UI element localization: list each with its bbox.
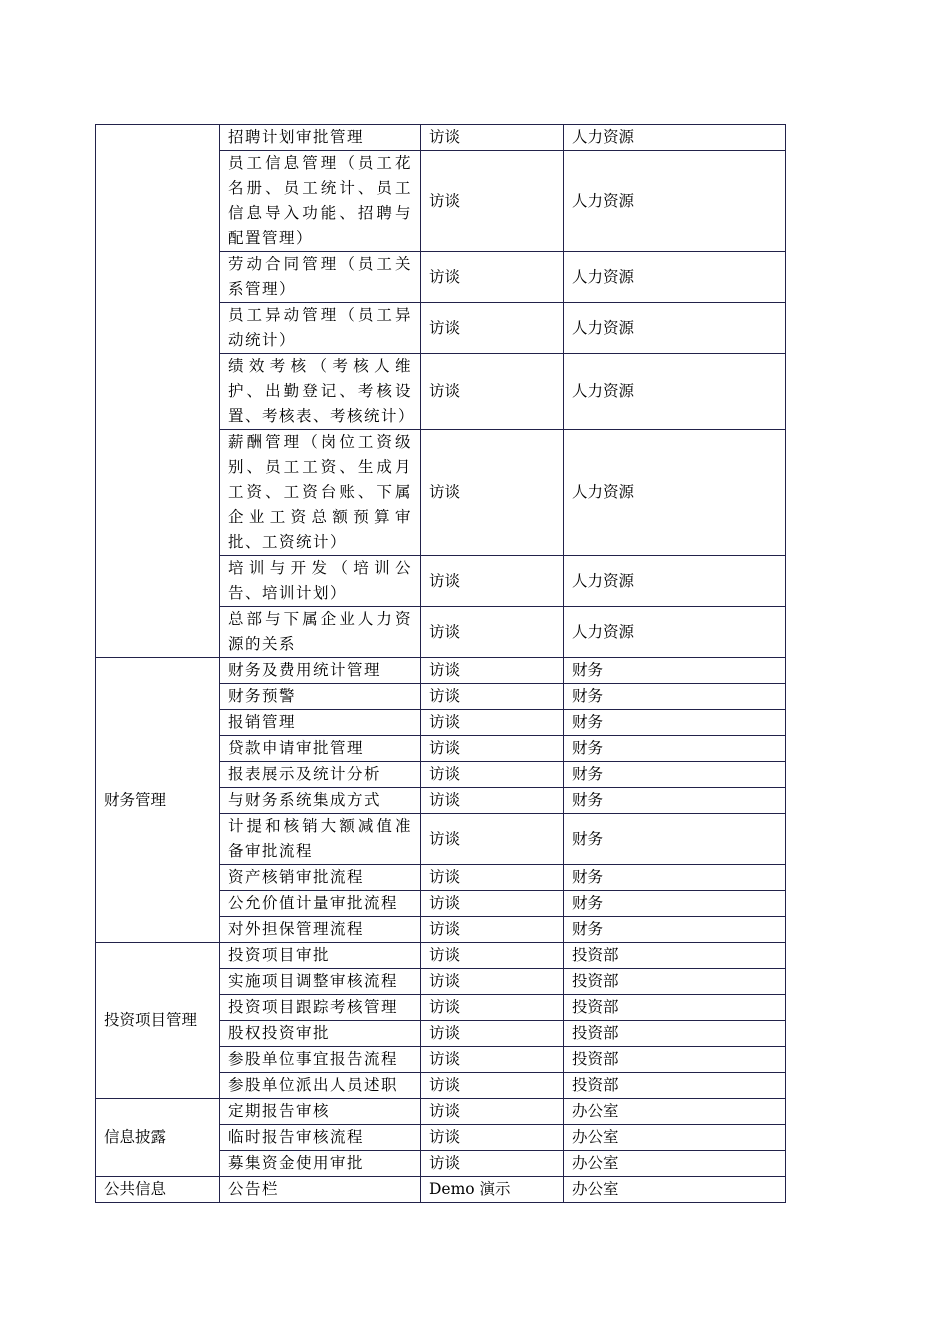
item-cell: 总部与下属企业人力资源的关系 [220, 607, 421, 658]
item-cell: 贷款申请审批管理 [220, 736, 421, 762]
method-cell: 访谈 [421, 556, 564, 607]
method-cell: 访谈 [421, 762, 564, 788]
method-cell: Demo 演示 [421, 1177, 564, 1203]
item-cell: 投资项目跟踪考核管理 [220, 995, 421, 1021]
department-cell: 人力资源 [564, 151, 786, 252]
item-cell: 股权投资审批 [220, 1021, 421, 1047]
item-cell: 薪酬管理（岗位工资级别、员工工资、生成月工资、工资台账、下属企业工资总额预算审批、工资统计） [220, 430, 421, 556]
item-cell: 劳动合同管理（员工关系管理） [220, 252, 421, 303]
item-cell: 培训与开发（培训公告、培训计划） [220, 556, 421, 607]
item-cell: 公允价值计量审批流程 [220, 891, 421, 917]
method-cell: 访谈 [421, 607, 564, 658]
item-cell: 财务及费用统计管理 [220, 658, 421, 684]
category-cell: 投资项目管理 [96, 943, 220, 1099]
method-cell: 访谈 [421, 943, 564, 969]
department-cell: 财务 [564, 710, 786, 736]
department-cell: 财务 [564, 891, 786, 917]
category-cell [96, 125, 220, 658]
method-cell: 访谈 [421, 969, 564, 995]
table-row [96, 658, 786, 684]
department-cell: 财务 [564, 814, 786, 865]
item-cell: 资产核销审批流程 [220, 865, 421, 891]
item-cell: 参股单位事宜报告流程 [220, 1047, 421, 1073]
item-cell: 招聘计划审批管理 [220, 125, 421, 151]
table-body [96, 125, 786, 1203]
department-cell: 财务 [564, 684, 786, 710]
department-cell: 投资部 [564, 969, 786, 995]
table-row [96, 943, 786, 969]
item-cell: 报表展示及统计分析 [220, 762, 421, 788]
category-cell: 财务管理 [96, 658, 220, 943]
method-cell: 访谈 [421, 1151, 564, 1177]
method-cell: 访谈 [421, 354, 564, 430]
department-cell: 财务 [564, 865, 786, 891]
method-cell: 访谈 [421, 684, 564, 710]
method-cell: 访谈 [421, 658, 564, 684]
table-row [96, 1099, 786, 1125]
item-cell: 实施项目调整审核流程 [220, 969, 421, 995]
method-cell: 访谈 [421, 430, 564, 556]
department-cell: 投资部 [564, 1073, 786, 1099]
department-cell: 办公室 [564, 1177, 786, 1203]
method-cell: 访谈 [421, 1073, 564, 1099]
department-cell: 财务 [564, 658, 786, 684]
department-cell: 投资部 [564, 1047, 786, 1073]
method-cell: 访谈 [421, 995, 564, 1021]
item-cell: 报销管理 [220, 710, 421, 736]
department-cell: 办公室 [564, 1125, 786, 1151]
item-cell: 参股单位派出人员述职 [220, 1073, 421, 1099]
method-cell: 访谈 [421, 788, 564, 814]
method-cell: 访谈 [421, 125, 564, 151]
item-cell: 员工异动管理（员工异动统计） [220, 303, 421, 354]
method-cell: 访谈 [421, 736, 564, 762]
method-cell: 访谈 [421, 710, 564, 736]
item-cell: 绩效考核（考核人维护、出勤登记、考核设置、考核表、考核统计） [220, 354, 421, 430]
item-cell: 定期报告审核 [220, 1099, 421, 1125]
method-cell: 访谈 [421, 252, 564, 303]
item-cell: 计提和核销大额减值准备审批流程 [220, 814, 421, 865]
department-cell: 投资部 [564, 995, 786, 1021]
department-cell: 人力资源 [564, 125, 786, 151]
department-cell: 办公室 [564, 1099, 786, 1125]
table-row [96, 1177, 786, 1203]
department-cell: 人力资源 [564, 303, 786, 354]
method-cell: 访谈 [421, 917, 564, 943]
department-cell: 财务 [564, 762, 786, 788]
department-cell: 人力资源 [564, 556, 786, 607]
method-cell: 访谈 [421, 1021, 564, 1047]
method-cell: 访谈 [421, 151, 564, 252]
department-cell: 人力资源 [564, 430, 786, 556]
category-cell: 信息披露 [96, 1099, 220, 1177]
department-cell: 财务 [564, 917, 786, 943]
item-cell: 与财务系统集成方式 [220, 788, 421, 814]
method-cell: 访谈 [421, 1125, 564, 1151]
department-cell: 人力资源 [564, 354, 786, 430]
department-cell: 办公室 [564, 1151, 786, 1177]
item-cell: 临时报告审核流程 [220, 1125, 421, 1151]
item-cell: 对外担保管理流程 [220, 917, 421, 943]
item-cell: 员工信息管理（员工花名册、员工统计、员工信息导入功能、招聘与配置管理） [220, 151, 421, 252]
method-cell: 访谈 [421, 814, 564, 865]
department-cell: 财务 [564, 788, 786, 814]
table-row [96, 125, 786, 151]
method-cell: 访谈 [421, 1099, 564, 1125]
requirements-table [95, 124, 786, 1203]
method-cell: 访谈 [421, 865, 564, 891]
department-cell: 人力资源 [564, 607, 786, 658]
item-cell: 投资项目审批 [220, 943, 421, 969]
department-cell: 投资部 [564, 1021, 786, 1047]
category-cell: 公共信息 [96, 1177, 220, 1203]
item-cell: 公告栏 [220, 1177, 421, 1203]
department-cell: 投资部 [564, 943, 786, 969]
department-cell: 人力资源 [564, 252, 786, 303]
method-cell: 访谈 [421, 1047, 564, 1073]
item-cell: 财务预警 [220, 684, 421, 710]
method-cell: 访谈 [421, 303, 564, 354]
item-cell: 募集资金使用审批 [220, 1151, 421, 1177]
method-cell: 访谈 [421, 891, 564, 917]
department-cell: 财务 [564, 736, 786, 762]
